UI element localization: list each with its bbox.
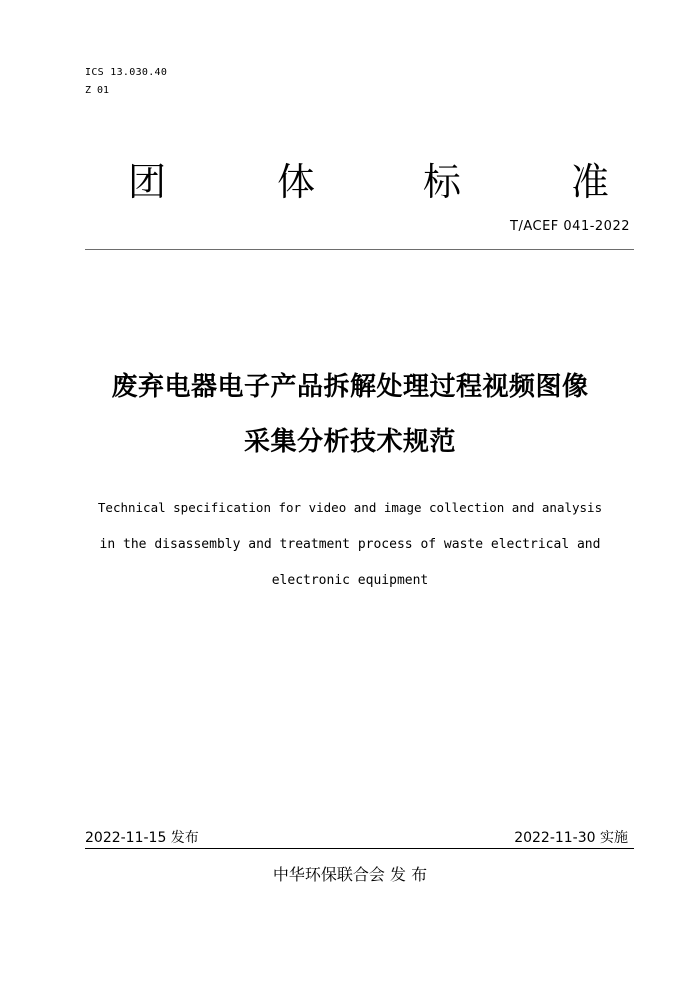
title-en-line-3: electronic equipment [271,573,429,588]
standard-type-char-3: 标 [422,160,461,204]
publisher: 中华环保联合会 发 布 [272,865,428,884]
standard-type-char-1: 团 [127,160,166,204]
standard-type-char-2: 体 [276,160,315,204]
title-en-line-2: in the disassembly and treatment process of waste electrical and [99,537,601,552]
title-cn-line-1: 废弃电器电子产品拆解处理过程视频图像 [111,372,589,402]
standard-number: T/ACEF 041-2022 [510,219,630,234]
standard-type-char-4: 准 [570,160,609,204]
top-divider [85,249,634,250]
title-en-line-1: Technical specification for video and image collection and analysis [97,500,603,515]
ccs-code: Z 01 [85,85,110,96]
issue-date: 2022-11-15 发布 [85,830,199,846]
ics-code: ICS 13.030.40 [85,67,168,78]
bottom-divider [85,848,634,849]
title-cn-line-2: 采集分析技术规范 [243,427,456,457]
implementation-date: 2022-11-30 实施 [514,830,628,846]
